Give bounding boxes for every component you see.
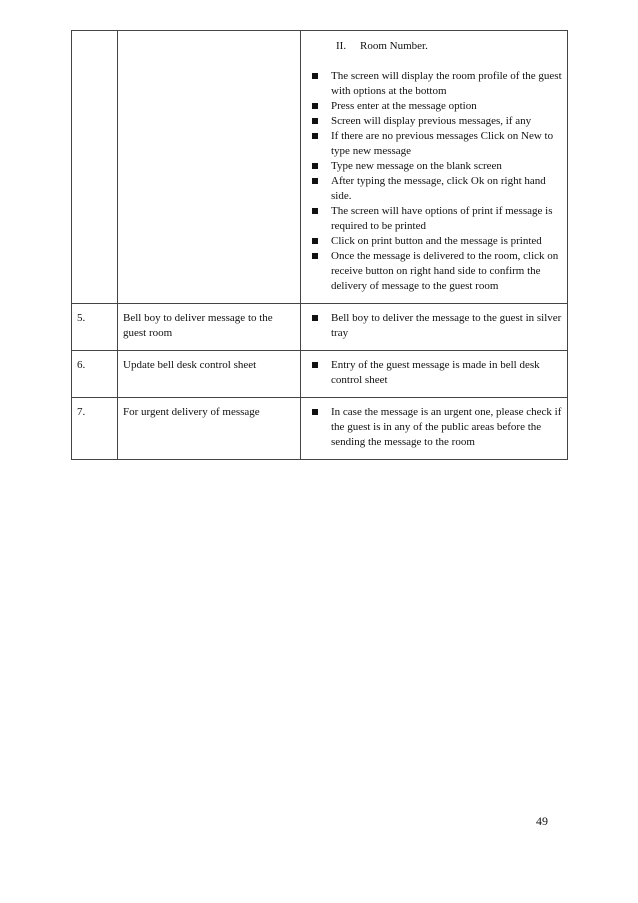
table-row bbox=[72, 304, 568, 351]
procedure-cell bbox=[301, 31, 568, 304]
table-row bbox=[72, 351, 568, 398]
step-number-cell: 6. bbox=[72, 351, 118, 398]
list-item: Screen will display previous messages, if any bbox=[306, 114, 562, 129]
procedure-list bbox=[306, 358, 562, 388]
page-number: 49 bbox=[536, 814, 548, 828]
list-item: Type new message on the blank screen bbox=[306, 159, 562, 174]
list-item: If there are no previous messages Click on New to type new message bbox=[306, 129, 562, 159]
square-bullet-icon bbox=[312, 409, 318, 415]
square-bullet-icon bbox=[312, 315, 318, 321]
activity-cell: Update bell desk control sheet bbox=[118, 351, 301, 398]
activity-cell: Bell boy to deliver message to the guest room bbox=[118, 304, 301, 351]
step-number-cell bbox=[72, 31, 118, 304]
list-item: Click on print button and the message is printed bbox=[306, 234, 562, 249]
square-bullet-icon bbox=[312, 238, 318, 244]
activity-cell bbox=[118, 31, 301, 304]
procedure-list bbox=[306, 405, 562, 450]
square-bullet-icon bbox=[312, 73, 318, 79]
square-bullet-icon bbox=[312, 103, 318, 109]
table-row bbox=[72, 31, 568, 304]
square-bullet-icon bbox=[312, 178, 318, 184]
procedure-table bbox=[71, 30, 568, 460]
step-number-cell: 7. bbox=[72, 398, 118, 460]
list-item: Press enter at the message option bbox=[306, 99, 562, 114]
list-item: After typing the message, click Ok on right hand side. bbox=[306, 174, 562, 204]
table-row bbox=[72, 398, 568, 460]
square-bullet-icon bbox=[312, 163, 318, 169]
roman-subheading bbox=[306, 39, 562, 54]
procedure-cell bbox=[301, 351, 568, 398]
list-item: In case the message is an urgent one, please check if the guest is in any of the public areas before the sending the message to the room bbox=[306, 405, 562, 450]
list-item: Once the message is delivered to the room, click on receive button on right hand side to confirm the delivery of message to the guest room bbox=[306, 249, 562, 294]
activity-cell: For urgent delivery of message bbox=[118, 398, 301, 460]
list-item: Bell boy to deliver the message to the guest in silver tray bbox=[306, 311, 562, 341]
procedure-cell bbox=[301, 398, 568, 460]
square-bullet-icon bbox=[312, 253, 318, 259]
square-bullet-icon bbox=[312, 133, 318, 139]
square-bullet-icon bbox=[312, 362, 318, 368]
list-item: The screen will display the room profile of the guest with options at the bottom bbox=[306, 69, 562, 99]
square-bullet-icon bbox=[312, 118, 318, 124]
procedure-list bbox=[306, 311, 562, 341]
procedure-list bbox=[306, 69, 562, 294]
procedure-cell bbox=[301, 304, 568, 351]
list-item: The screen will have options of print if message is required to be printed bbox=[306, 204, 562, 234]
list-item: Entry of the guest message is made in bell desk control sheet bbox=[306, 358, 562, 388]
step-number-cell: 5. bbox=[72, 304, 118, 351]
roman-subheading-text: Room Number. bbox=[360, 40, 428, 52]
square-bullet-icon bbox=[312, 208, 318, 214]
roman-numeral: II. bbox=[336, 40, 347, 52]
